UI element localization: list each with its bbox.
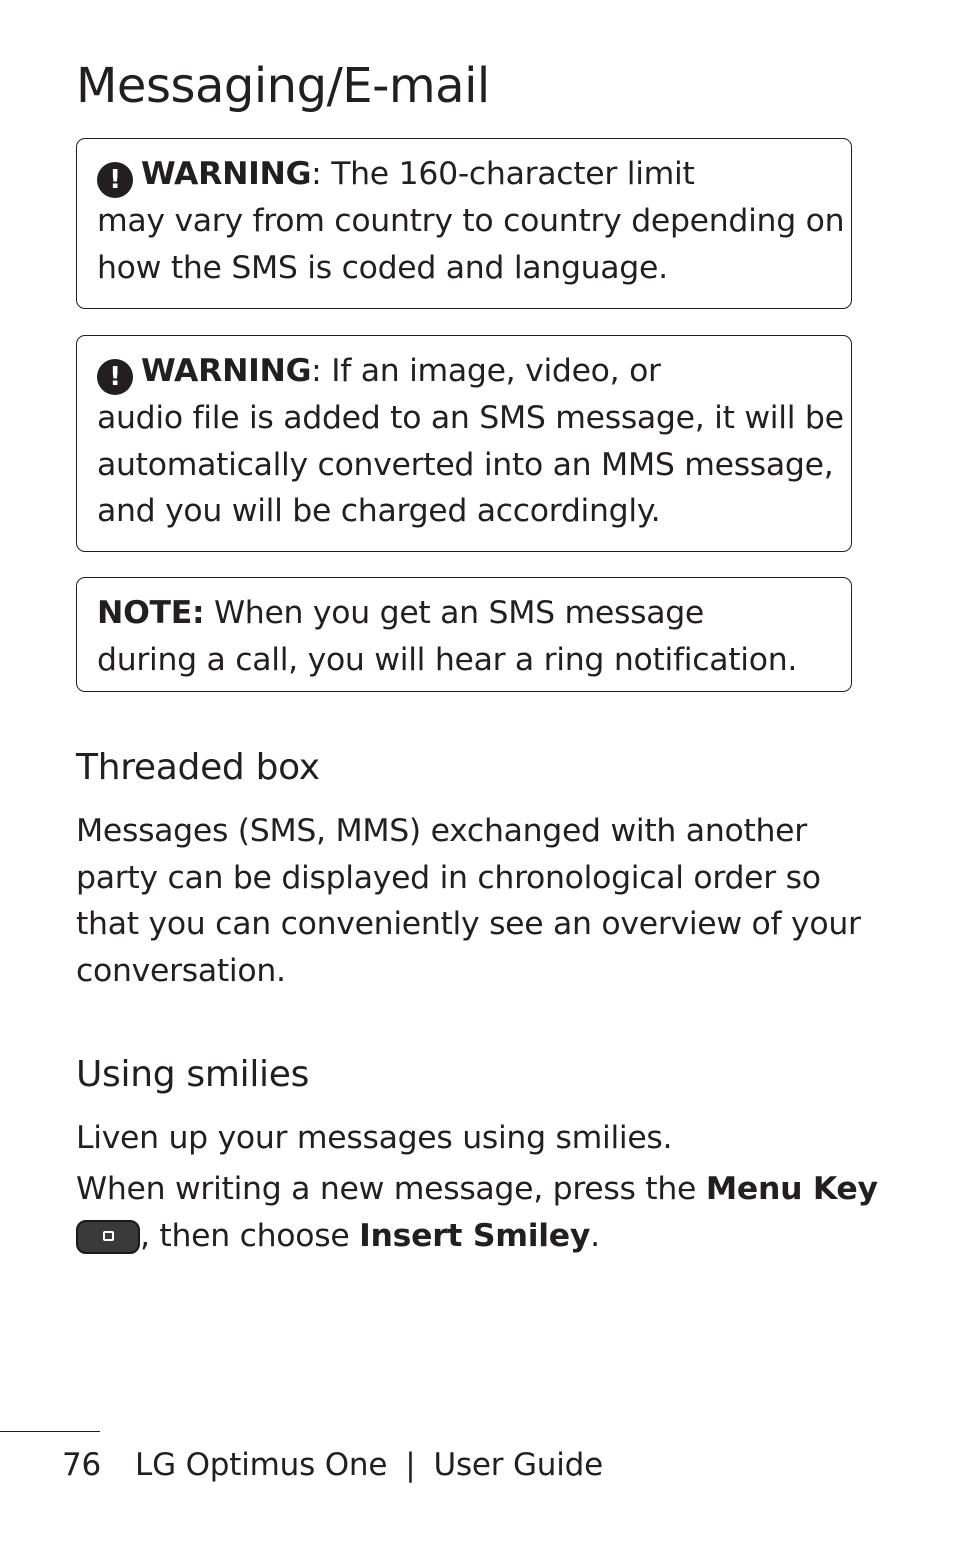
footer-separator: |	[405, 1447, 416, 1483]
insert-smiley-label: Insert Smiley	[359, 1217, 591, 1254]
warning-box-mms-conversion	[76, 335, 852, 552]
instruction-text: .	[590, 1217, 600, 1254]
smilies-intro	[76, 1115, 876, 1162]
footer-product: LG Optimus One	[135, 1447, 388, 1483]
warning-label: WARNING	[141, 156, 312, 192]
paragraph-line: that you can conveniently see an overview of your	[76, 906, 861, 942]
footer-guide: User Guide	[433, 1447, 604, 1483]
instruction-text: When writing a new message, press the	[76, 1171, 706, 1207]
warning-text: audio file is added to an SMS message, it will be	[97, 400, 844, 436]
section-heading-threaded-box: Threaded box	[76, 747, 320, 788]
paragraph-line: conversation.	[76, 952, 286, 989]
paragraph-line: party can be displayed in chronological order so	[76, 859, 821, 896]
section-heading-using-smilies: Using smilies	[76, 1054, 310, 1095]
warning-label: WARNING	[141, 353, 312, 389]
warning-text: automatically converted into an MMS message,	[97, 446, 834, 483]
warning-text: and you will be charged accordingly.	[97, 493, 661, 529]
paragraph-line: Liven up your messages using smilies.	[76, 1120, 673, 1156]
footer-rule	[0, 1431, 100, 1432]
instruction-text: , then choose	[140, 1217, 360, 1254]
note-text: during a call, you will hear a ring notification.	[97, 641, 798, 678]
note-box	[76, 577, 852, 692]
page-footer	[62, 1443, 603, 1487]
page-number: 76	[62, 1447, 102, 1483]
warning-text: : The 160-character limit	[311, 156, 695, 192]
menu-key-label: Menu Key	[705, 1171, 878, 1207]
warning-text: : If an image, video, or	[311, 353, 661, 389]
page-title: Messaging/E-mail	[76, 58, 490, 114]
warning-text: how the SMS is coded and language.	[97, 249, 668, 286]
note-text: When you get an SMS message	[204, 595, 704, 631]
warning-text: may vary from country to country depending on	[97, 203, 845, 239]
menu-key-icon	[76, 1220, 140, 1254]
smilies-instruction	[76, 1166, 876, 1259]
exclamation-circle-icon: !	[97, 359, 133, 395]
warning-box-character-limit	[76, 138, 852, 309]
paragraph-line: Messages (SMS, MMS) exchanged with another	[76, 813, 807, 849]
exclamation-circle-icon: !	[97, 162, 133, 198]
threaded-box-paragraph	[76, 808, 876, 994]
note-label: NOTE:	[97, 595, 205, 631]
